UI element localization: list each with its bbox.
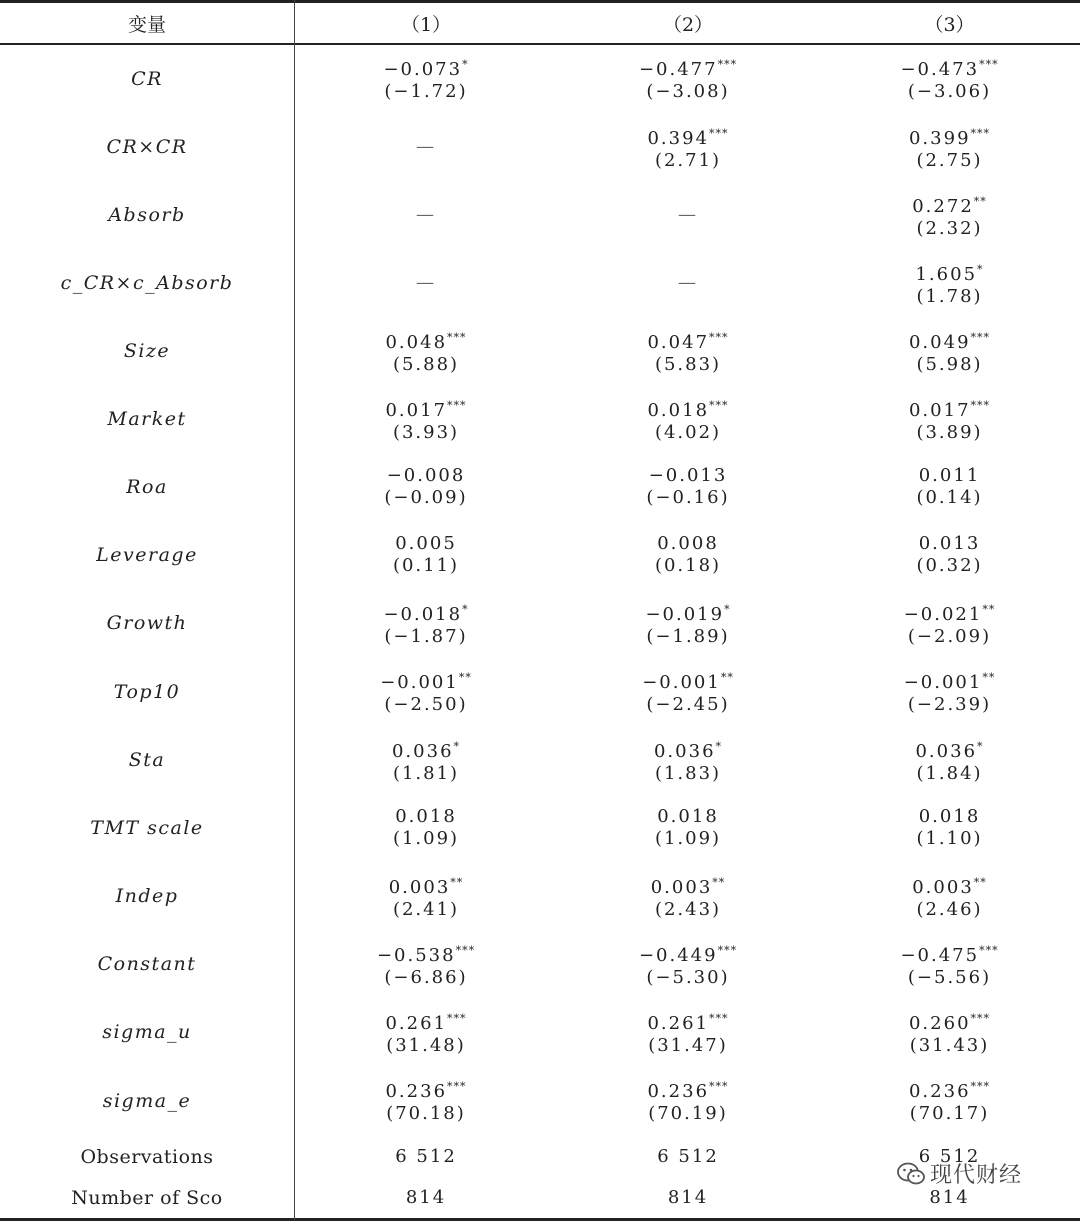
significance-stars: *** xyxy=(970,1011,991,1025)
estimate-cell xyxy=(295,113,557,181)
t-statistic: (1.83) xyxy=(654,762,722,784)
coefficient-value: — xyxy=(416,204,436,225)
t-statistic: (−0.16) xyxy=(646,487,730,508)
coefficient-value: −0.008 xyxy=(386,465,466,486)
coefficient-value: −0.538 xyxy=(376,944,456,966)
coefficient-value: −0.473 xyxy=(900,59,980,80)
coefficient xyxy=(649,465,728,487)
t-statistic: (70.19) xyxy=(648,1103,728,1124)
estimate-cell xyxy=(557,249,819,317)
coefficient xyxy=(645,599,730,626)
t-statistic: (3.93) xyxy=(392,421,460,443)
coefficient-value: 0.047 xyxy=(647,331,710,353)
header-col3: （3） xyxy=(924,13,975,36)
estimate-cell xyxy=(819,657,1080,726)
significance-stars: *** xyxy=(447,1011,467,1025)
coefficient xyxy=(651,872,726,899)
coefficient-value: — xyxy=(678,272,698,293)
t-statistic: (4.02) xyxy=(654,421,722,443)
significance-stars: *** xyxy=(970,330,991,344)
significance-stars: * xyxy=(715,739,723,753)
header-variable: 变量 xyxy=(127,13,166,36)
coefficient xyxy=(909,1008,990,1035)
table-row xyxy=(0,249,1080,317)
coefficient-value: 0.236 xyxy=(385,1081,448,1102)
coefficient-value: 0.013 xyxy=(918,533,981,554)
t-statistic: (−1.87) xyxy=(384,625,468,647)
coefficient-value: 814 xyxy=(667,1187,709,1208)
significance-stars: * xyxy=(977,262,984,276)
estimate-cell xyxy=(557,181,819,249)
t-statistic: (2.32) xyxy=(916,217,983,239)
coefficient-value: 0.236 xyxy=(647,1081,710,1102)
t-statistic: (3.89) xyxy=(916,421,983,443)
t-statistic: (31.48) xyxy=(386,1034,466,1056)
t-statistic: (0.11) xyxy=(392,555,460,576)
table-row xyxy=(0,657,1080,726)
t-statistic: (−2.09) xyxy=(907,625,992,647)
significance-stars: *** xyxy=(979,943,999,957)
estimate-cell xyxy=(819,181,1080,249)
t-statistic: (2.75) xyxy=(916,149,983,171)
t-statistic: (2.46) xyxy=(916,898,983,920)
table-row xyxy=(0,385,1080,453)
estimate-cell xyxy=(295,453,557,521)
t-statistic: (70.17) xyxy=(909,1103,990,1124)
t-statistic: (1.09) xyxy=(654,828,722,849)
estimate-cell xyxy=(557,113,819,181)
table-row xyxy=(0,453,1080,521)
coefficient xyxy=(639,54,737,81)
variable-name: Observations xyxy=(80,1146,214,1168)
estimate-cell xyxy=(295,249,557,317)
coefficient-value: 0.036 xyxy=(653,740,716,762)
coefficient-value: −0.013 xyxy=(648,465,728,486)
coefficient xyxy=(395,806,457,828)
watermark-text: 现代财经 xyxy=(930,1163,1023,1188)
estimate-cell xyxy=(295,589,557,657)
estimate-cell xyxy=(819,862,1080,930)
significance-stars: *** xyxy=(709,126,729,140)
coefficient-value: −0.073 xyxy=(383,59,463,80)
significance-stars: ** xyxy=(458,671,472,684)
coefficient xyxy=(385,395,466,422)
significance-stars: *** xyxy=(970,126,991,140)
variable-name: Sta xyxy=(128,749,166,771)
coefficient xyxy=(416,204,436,226)
coefficient xyxy=(383,599,468,626)
coefficient xyxy=(395,1146,457,1168)
estimate-cell xyxy=(819,385,1080,453)
t-statistic: (1.09) xyxy=(392,828,460,849)
estimate-cell xyxy=(557,726,819,794)
significance-stars: *** xyxy=(447,330,467,344)
coefficient xyxy=(657,1146,719,1168)
variable-name: TMT scale xyxy=(90,817,204,839)
t-statistic: (5.98) xyxy=(916,353,983,375)
t-statistic: (1.81) xyxy=(392,762,460,784)
coefficient-value: −0.021 xyxy=(903,603,983,625)
estimate-cell xyxy=(819,998,1080,1066)
coefficient xyxy=(387,465,466,487)
coefficient-value: 0.261 xyxy=(385,1012,448,1034)
coefficient xyxy=(654,736,722,763)
variable-name: Number of Sco xyxy=(71,1187,223,1209)
t-statistic: (−3.08) xyxy=(646,81,730,102)
variable-name: Absorb xyxy=(108,204,186,226)
t-statistic: (−2.45) xyxy=(646,694,730,715)
coefficient xyxy=(639,940,737,967)
coefficient-value: 0.018 xyxy=(918,806,981,827)
coefficient xyxy=(678,272,698,294)
estimate-cell xyxy=(557,998,819,1066)
header-col1: （1） xyxy=(400,13,452,36)
significance-stars: *** xyxy=(709,1080,729,1093)
significance-stars: *** xyxy=(717,943,738,957)
estimate-cell xyxy=(295,930,557,998)
coefficient-value: 0.394 xyxy=(647,127,710,149)
estimate-cell xyxy=(819,249,1080,317)
watermark xyxy=(896,1158,1022,1189)
t-statistic: (−5.56) xyxy=(907,966,992,988)
estimate-cell xyxy=(819,44,1080,113)
coefficient-value: 0.049 xyxy=(908,331,971,353)
t-statistic: (−0.09) xyxy=(384,487,468,508)
coefficient-value: −0.475 xyxy=(900,944,980,966)
coefficient-value: 6 512 xyxy=(657,1146,719,1167)
variable-name: sigma_u xyxy=(102,1021,192,1043)
estimate-cell xyxy=(295,521,557,589)
significance-stars: ** xyxy=(712,875,726,889)
table-row xyxy=(0,44,1080,113)
t-statistic: (−3.06) xyxy=(907,81,992,102)
variable-name: Size xyxy=(123,340,171,362)
coefficient-value: — xyxy=(678,204,698,225)
variable-name: Roa xyxy=(126,476,168,498)
wechat-icon xyxy=(896,1161,926,1187)
table-row xyxy=(0,589,1080,657)
estimate-cell xyxy=(295,44,557,113)
variable-name: Top10 xyxy=(113,680,181,703)
coefficient-value: 0.005 xyxy=(395,533,457,554)
coefficient-value: 0.003 xyxy=(388,876,451,898)
coefficient-value: 814 xyxy=(405,1187,447,1208)
coefficient-value: 0.003 xyxy=(650,876,713,898)
coefficient xyxy=(915,736,983,763)
t-statistic: (1.84) xyxy=(916,762,983,784)
estimate-cell xyxy=(557,317,819,385)
coefficient xyxy=(385,1076,466,1103)
coefficient-value: 0.261 xyxy=(647,1012,710,1034)
coefficient xyxy=(678,204,698,226)
coefficient-value: −0.001 xyxy=(380,672,459,693)
t-statistic: (2.43) xyxy=(654,898,722,920)
coefficient xyxy=(909,123,990,150)
coefficient xyxy=(383,54,468,81)
variable-name: Indep xyxy=(115,885,179,907)
t-statistic: (5.88) xyxy=(392,353,460,375)
coefficient-value: 0.018 xyxy=(395,806,457,827)
coefficient xyxy=(406,1187,446,1209)
significance-stars: *** xyxy=(717,58,738,71)
variable-name: Growth xyxy=(106,612,188,634)
coefficient xyxy=(389,872,464,899)
estimate-cell xyxy=(557,453,819,521)
coefficient-value: 0.011 xyxy=(918,465,981,486)
coefficient xyxy=(416,136,436,158)
significance-stars: ** xyxy=(973,875,987,889)
estimate-cell xyxy=(557,794,819,862)
coefficient-value: 0.236 xyxy=(908,1081,971,1102)
estimate-cell xyxy=(819,794,1080,862)
estimate-cell xyxy=(295,998,557,1066)
variable-name: Market xyxy=(107,408,187,430)
table-row xyxy=(0,794,1080,862)
estimate-cell xyxy=(819,930,1080,998)
significance-stars: * xyxy=(462,602,469,616)
t-statistic: (−6.86) xyxy=(384,966,468,988)
coefficient-value: 0.036 xyxy=(915,740,978,762)
coefficient xyxy=(380,667,472,694)
coefficient xyxy=(642,667,734,694)
significance-stars: * xyxy=(977,739,984,753)
coefficient xyxy=(909,1076,990,1103)
estimate-cell xyxy=(557,862,819,930)
variable-name: CR×CR xyxy=(106,136,188,158)
t-statistic: (70.18) xyxy=(386,1103,466,1124)
significance-stars: *** xyxy=(970,1080,991,1093)
coefficient xyxy=(657,806,719,828)
coefficient-value: −0.019 xyxy=(645,603,725,625)
table-row xyxy=(0,181,1080,249)
significance-stars: *** xyxy=(447,398,467,412)
t-statistic: (31.47) xyxy=(648,1034,728,1056)
significance-stars: ** xyxy=(982,602,996,616)
t-statistic: (−1.89) xyxy=(646,625,730,647)
coefficient-value: 6 512 xyxy=(395,1146,457,1167)
coefficient-value: — xyxy=(416,136,436,157)
significance-stars: ** xyxy=(450,875,464,889)
coefficient-value: — xyxy=(416,272,436,293)
estimate-cell xyxy=(557,930,819,998)
estimate-cell xyxy=(557,385,819,453)
table-row xyxy=(0,726,1080,794)
t-statistic: (1.10) xyxy=(916,828,983,849)
t-statistic: (−5.30) xyxy=(646,966,730,988)
coefficient-value: 0.017 xyxy=(908,399,971,421)
coefficient-value: 0.399 xyxy=(908,127,971,149)
coefficient-value: −0.001 xyxy=(903,672,983,693)
coefficient xyxy=(912,872,987,899)
significance-stars: ** xyxy=(720,671,734,684)
estimate-cell xyxy=(295,1066,557,1135)
coefficient xyxy=(647,1076,728,1103)
coefficient xyxy=(912,191,987,218)
coefficient xyxy=(919,533,981,555)
t-statistic: (−2.39) xyxy=(907,694,992,715)
significance-stars: *** xyxy=(970,398,991,412)
t-statistic: (0.14) xyxy=(916,487,983,508)
coefficient-value: 6 512 xyxy=(918,1146,981,1167)
coefficient xyxy=(647,1008,728,1035)
coefficient xyxy=(647,123,728,150)
variable-name: CR xyxy=(131,67,163,90)
significance-stars: * xyxy=(453,739,461,753)
coefficient xyxy=(915,259,983,286)
table-row xyxy=(0,930,1080,998)
coefficient xyxy=(904,599,996,626)
coefficient xyxy=(909,395,990,422)
coefficient xyxy=(668,1187,708,1209)
header-col2: （2） xyxy=(662,13,714,36)
estimate-cell xyxy=(557,1135,819,1179)
coefficient-value: 0.260 xyxy=(908,1012,971,1034)
coefficient xyxy=(385,1008,466,1035)
coefficient-value: 0.018 xyxy=(657,806,719,827)
estimate-cell xyxy=(295,794,557,862)
significance-stars: * xyxy=(462,58,469,71)
table-row xyxy=(0,521,1080,589)
coefficient-value: 0.018 xyxy=(647,399,710,421)
estimate-cell xyxy=(557,657,819,726)
coefficient xyxy=(392,736,460,763)
significance-stars: * xyxy=(724,602,731,616)
variable-name: sigma_e xyxy=(102,1089,192,1112)
coefficient-value: −0.018 xyxy=(383,603,463,625)
table-row xyxy=(0,998,1080,1066)
table-row xyxy=(0,862,1080,930)
variable-name: Constant xyxy=(97,953,197,975)
estimate-cell xyxy=(557,521,819,589)
coefficient xyxy=(919,806,981,828)
coefficient-value: 0.003 xyxy=(912,876,974,898)
significance-stars: *** xyxy=(455,943,476,957)
estimate-cell xyxy=(295,317,557,385)
t-statistic: (2.71) xyxy=(654,149,722,171)
coefficient xyxy=(904,667,996,694)
t-statistic: (2.41) xyxy=(392,898,460,920)
coefficient xyxy=(416,272,436,294)
estimate-cell xyxy=(295,657,557,726)
significance-stars: ** xyxy=(982,671,996,684)
estimate-cell xyxy=(557,589,819,657)
t-statistic: (31.43) xyxy=(909,1034,990,1056)
estimate-cell xyxy=(557,44,819,113)
coefficient xyxy=(647,395,728,422)
coefficient-value: 814 xyxy=(929,1187,970,1208)
estimate-cell xyxy=(819,589,1080,657)
estimate-cell xyxy=(819,1066,1080,1135)
estimate-cell xyxy=(295,181,557,249)
table-row xyxy=(0,317,1080,385)
coefficient-value: −0.001 xyxy=(642,672,721,693)
estimate-cell xyxy=(295,862,557,930)
coefficient-value: 0.036 xyxy=(391,740,454,762)
significance-stars: *** xyxy=(979,58,999,71)
t-statistic: (−1.72) xyxy=(384,81,468,102)
estimate-cell xyxy=(295,726,557,794)
t-statistic: (0.18) xyxy=(654,555,722,576)
coefficient-value: 0.017 xyxy=(385,399,448,421)
estimate-cell xyxy=(819,521,1080,589)
variable-name: c_CR×c_Absorb xyxy=(60,272,234,294)
t-statistic: (−2.50) xyxy=(384,694,468,715)
coefficient xyxy=(377,940,475,967)
coefficient xyxy=(909,327,990,354)
coefficient xyxy=(900,54,998,81)
coefficient-value: −0.477 xyxy=(638,59,718,80)
estimate-cell xyxy=(819,726,1080,794)
estimate-cell xyxy=(819,453,1080,521)
t-statistic: (5.83) xyxy=(654,353,722,375)
coefficient-value: 1.605 xyxy=(915,263,978,285)
estimate-cell xyxy=(295,1135,557,1179)
significance-stars: *** xyxy=(709,1011,729,1025)
coefficient xyxy=(929,1187,969,1209)
coefficient-value: 0.272 xyxy=(912,195,974,217)
table-row xyxy=(0,1066,1080,1135)
coefficient xyxy=(919,465,981,487)
significance-stars: ** xyxy=(973,194,987,208)
estimate-cell xyxy=(819,113,1080,181)
coefficient-value: 0.048 xyxy=(385,331,448,353)
significance-stars: *** xyxy=(709,398,729,412)
estimate-cell xyxy=(295,1179,557,1217)
coefficient xyxy=(395,533,457,555)
coefficient-value: 0.008 xyxy=(657,533,719,554)
table-row xyxy=(0,113,1080,181)
coefficient-value: −0.449 xyxy=(638,944,718,966)
significance-stars: *** xyxy=(447,1080,467,1093)
estimate-cell xyxy=(557,1179,819,1217)
coefficient xyxy=(647,327,728,354)
estimate-cell xyxy=(557,1066,819,1135)
coefficient xyxy=(900,940,998,967)
coefficient xyxy=(657,533,719,555)
significance-stars: *** xyxy=(709,330,729,344)
coefficient xyxy=(385,327,466,354)
variable-name: Leverage xyxy=(96,544,198,566)
estimate-cell xyxy=(295,385,557,453)
estimate-cell xyxy=(819,317,1080,385)
t-statistic: (1.78) xyxy=(916,285,983,307)
t-statistic: (0.32) xyxy=(916,555,983,576)
